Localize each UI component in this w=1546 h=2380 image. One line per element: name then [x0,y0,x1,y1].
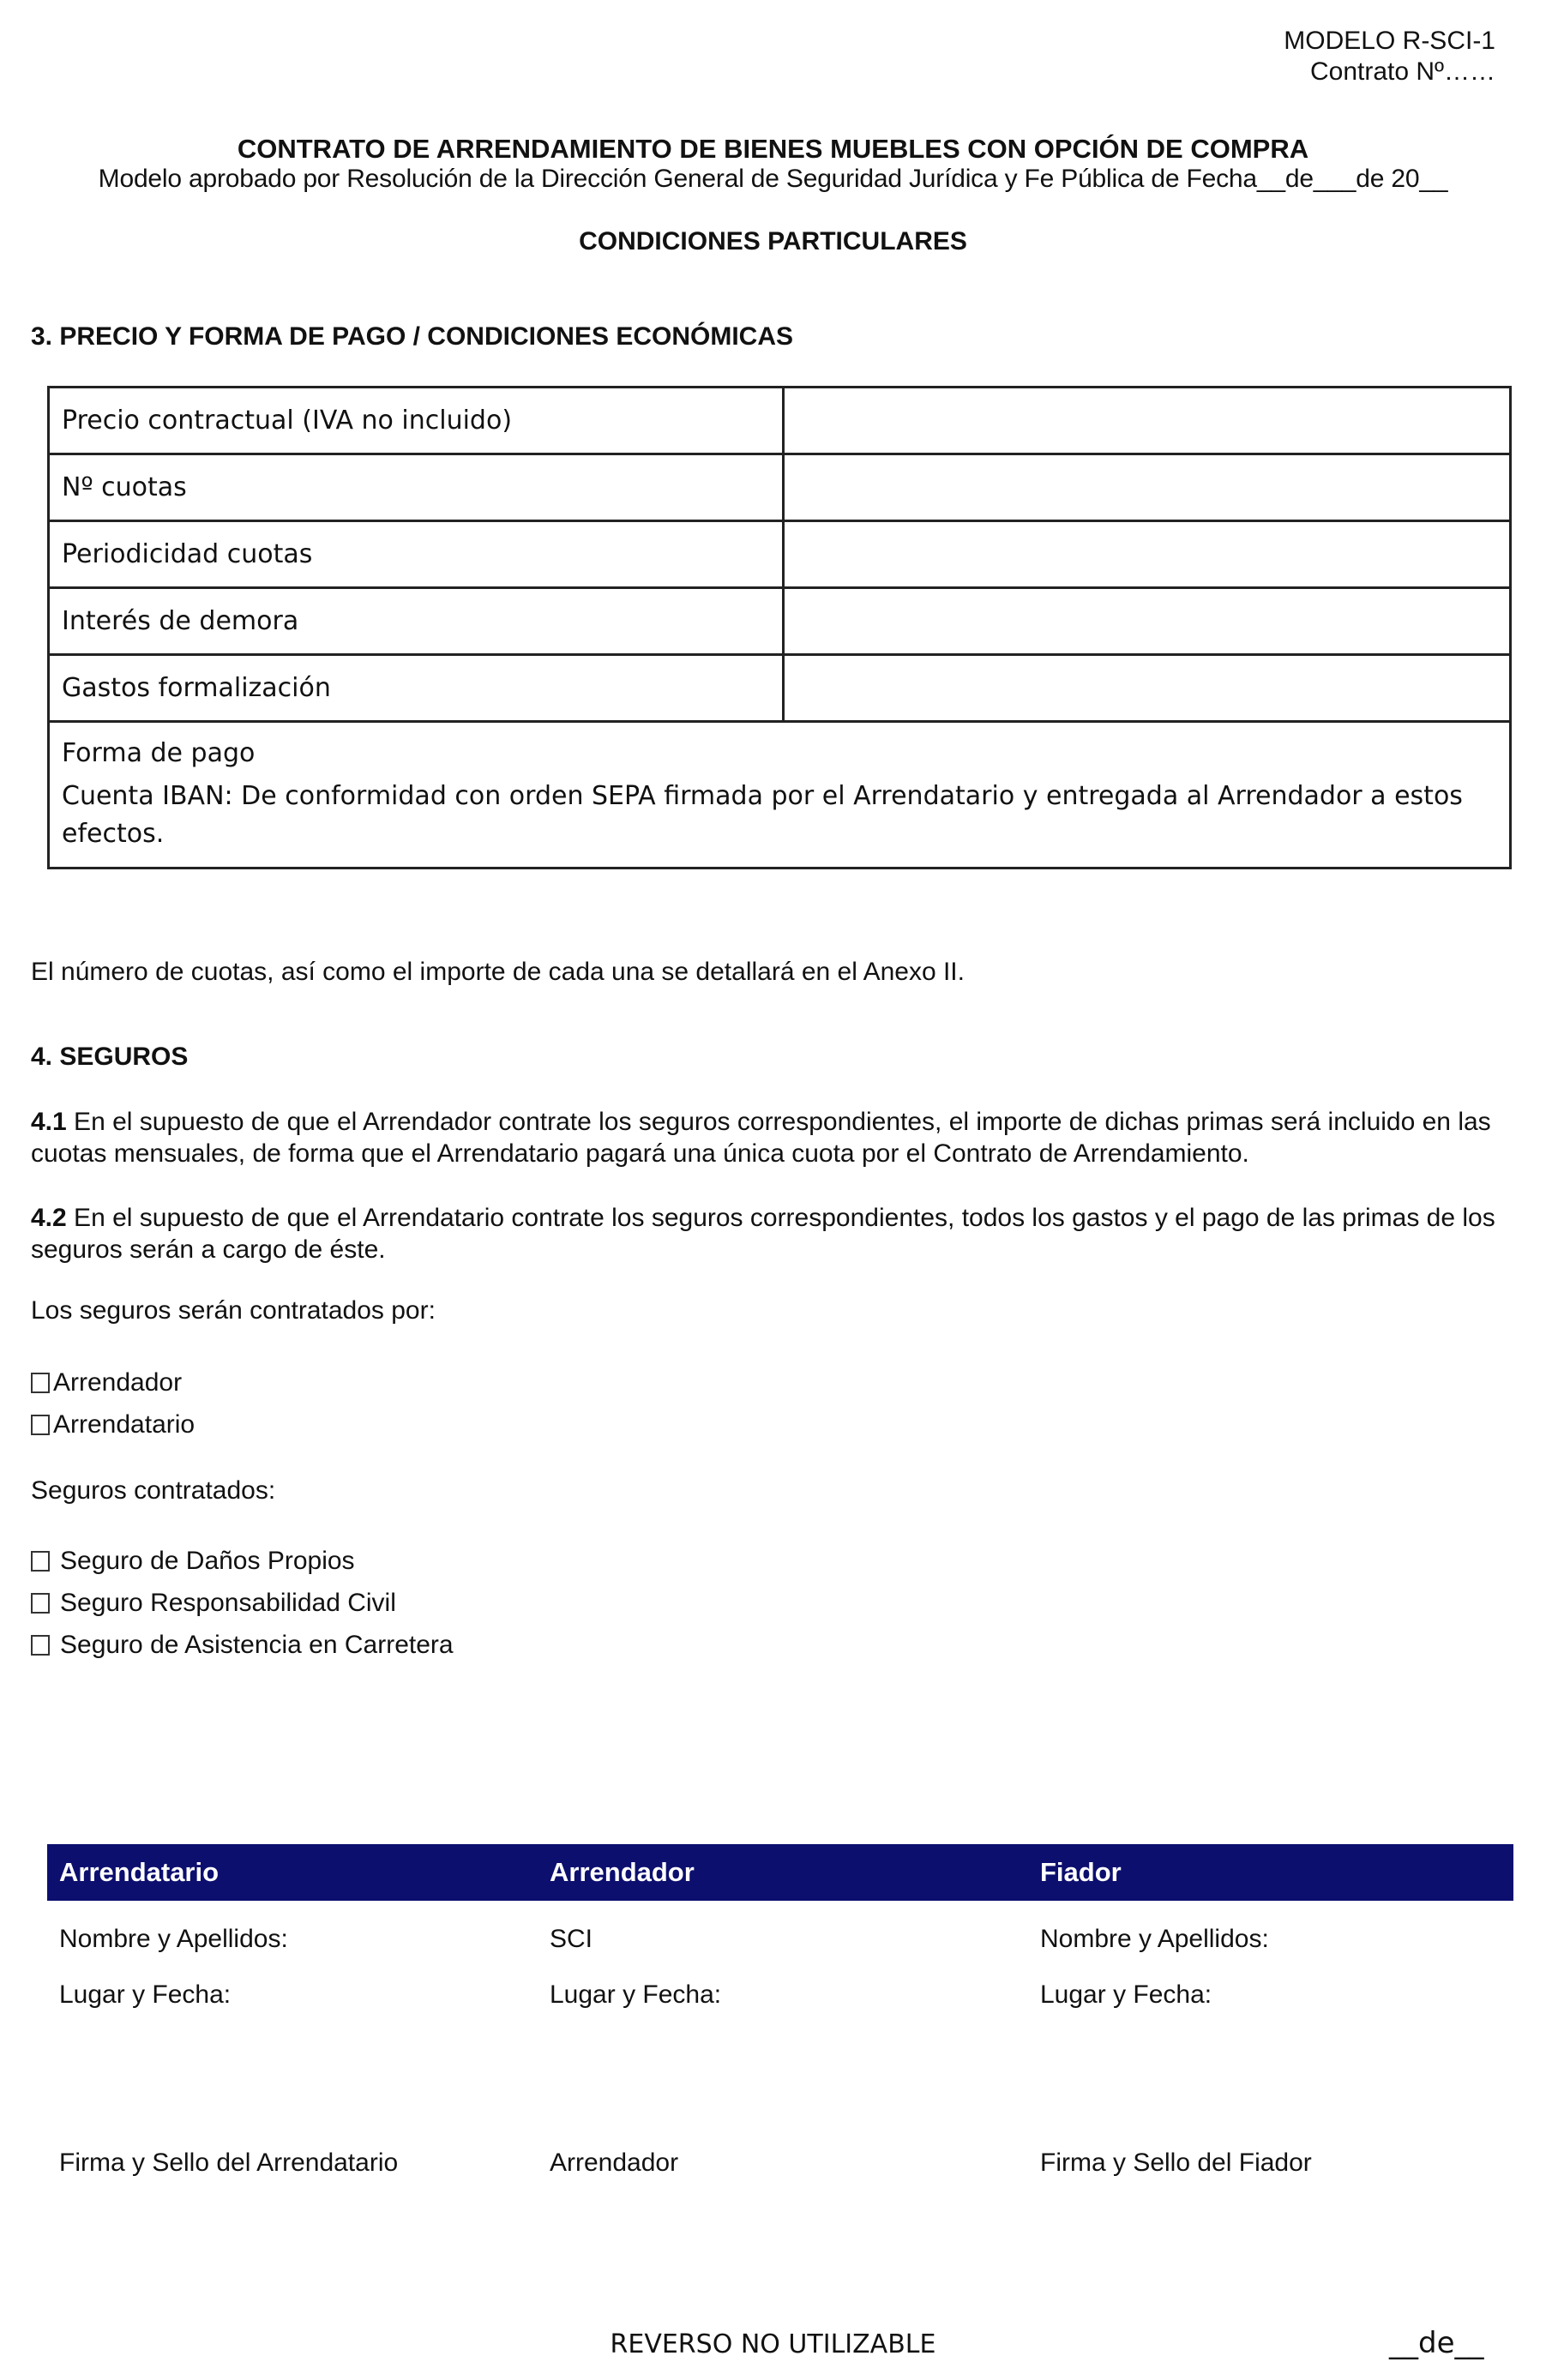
arrendatario-name: Nombre y Apellidos: [59,1925,288,1953]
header-arrendador: Arrendador [550,1857,695,1887]
clause-4-2 [31,1202,1514,1265]
clause-text: En el supuesto de que el Arrendador contrate los seguros correspondientes, el importe de dichas primas será incluido en las cuotas mensuales, de forma que el Arrendatario pagará una única cuota por el Contrato de Arrendamiento. [31,1108,1491,1168]
contract-number: Contrato Nº…… [1309,57,1495,86]
payment-row [49,722,1511,868]
contracted-by-option[interactable] [31,1367,1514,1398]
payment-label: Forma de pago [62,738,256,768]
option-label: Arrendatario [53,1410,196,1439]
checkbox[interactable] [31,1415,50,1435]
insurance-option[interactable] [31,1587,1514,1619]
fiador-signature: Firma y Sello del Fiador [1040,2149,1312,2177]
arrendatario-place-date: Lugar y Fecha: [59,1980,232,2009]
clause-4-1 [31,1106,1514,1169]
checkbox[interactable] [31,1373,50,1393]
reverse-note: REVERSO NO UTILIZABLE [610,2329,936,2359]
arrendador-signature: Arrendador [550,2149,679,2177]
signature-header-bar [47,1844,1513,1901]
contracted-by-label: Los seguros serán contratados por: [31,1296,436,1325]
document-subtitle: Modelo aprobado por Resolución de la Dirección General de Seguridad Jurídica y Fe Pública de Fecha__de___de 20__ [98,165,1448,193]
table-row [49,388,1511,454]
payment-cell [49,722,1511,868]
row-value[interactable] [784,655,1511,722]
fiador-name: Nombre y Apellidos: [1040,1925,1269,1953]
table-row [49,588,1511,655]
option-label: Seguro de Daños Propios [60,1547,355,1575]
insurances-label: Seguros contratados: [31,1476,276,1505]
section3-title: 3. PRECIO Y FORMA DE PAGO / CONDICIONES ECONÓMICAS [31,322,793,351]
option-label: Seguro de Asistencia en Carretera [60,1631,454,1659]
row-label: Periodicidad cuotas [49,521,784,588]
option-label: Arrendador [53,1368,183,1397]
insurance-option[interactable] [31,1545,1514,1577]
row-value[interactable] [784,521,1511,588]
page-number: __de__ [1389,2326,1484,2360]
row-label: Gastos formalización [49,655,784,722]
table-row [49,655,1511,722]
payment-text: Cuenta IBAN: De conformidad con orden SEPA firmada por el Arrendatario y entregada al Arrendador a estos efectos. [62,781,1463,849]
arrendatario-signature: Firma y Sello del Arrendatario [59,2149,399,2177]
row-value[interactable] [784,388,1511,454]
section4-title: 4. SEGUROS [31,1043,189,1071]
row-value[interactable] [784,454,1511,521]
fiador-place-date: Lugar y Fecha: [1040,1980,1212,2009]
section-heading: CONDICIONES PARTICULARES [579,227,967,255]
checkbox[interactable] [31,1593,50,1614]
arrendador-name: SCI [550,1925,593,1953]
document-header [1284,26,1495,87]
checkbox[interactable] [31,1635,50,1656]
insurance-option[interactable] [31,1629,1514,1661]
economic-conditions-table [47,386,1512,869]
table-row [49,521,1511,588]
contracted-by-option[interactable] [31,1409,1514,1440]
clause-text: En el supuesto de que el Arrendatario contrate los seguros correspondientes, todos los gastos y el pago de las primas de los seguros serán a cargo de éste. [31,1204,1495,1264]
option-label: Seguro Responsabilidad Civil [60,1589,396,1617]
header-arrendatario: Arrendatario [59,1857,220,1887]
clause-number: 4.1 [31,1108,67,1136]
checkbox[interactable] [31,1551,50,1572]
row-label: Nº cuotas [49,454,784,521]
clause-number: 4.2 [31,1204,67,1232]
row-label: Precio contractual (IVA no incluido) [49,388,784,454]
arrendador-place-date: Lugar y Fecha: [550,1980,722,2009]
document-title: CONTRATO DE ARRENDAMIENTO DE BIENES MUEBLES CON OPCIÓN DE COMPRA [237,134,1309,164]
row-value[interactable] [784,588,1511,655]
installments-note: El número de cuotas, así como el importe de cada una se detallará en el Anexo II. [31,958,965,986]
table-row [49,454,1511,521]
model-code: MODELO R-SCI-1 [1284,27,1495,55]
header-fiador: Fiador [1040,1857,1122,1887]
row-label: Interés de demora [49,588,784,655]
